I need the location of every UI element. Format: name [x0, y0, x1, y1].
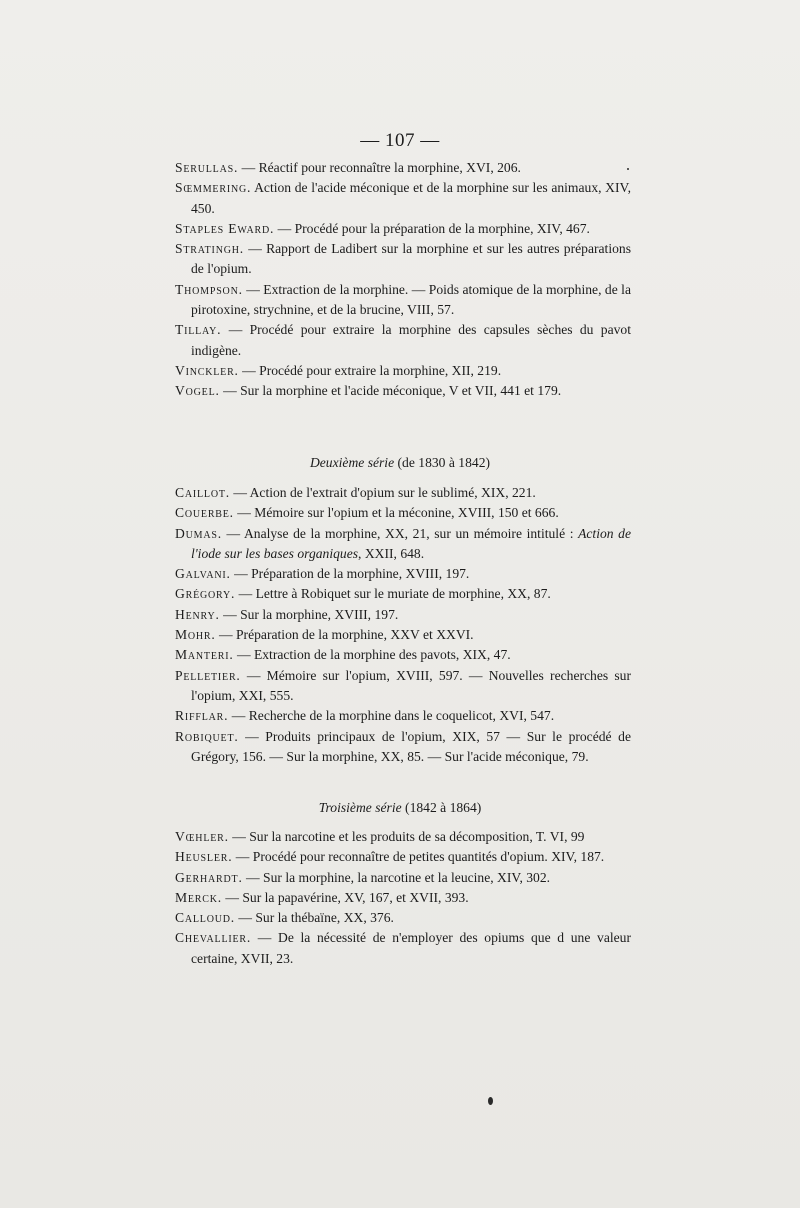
bibliography-entry: [175, 219, 631, 239]
entry-text: Action de l'acide méconique et de la morphine sur les animaux, XIV, 450.: [191, 180, 631, 216]
entry-text: — Lettre à Robiquet sur le muriate de morphine, XX, 87.: [235, 586, 551, 602]
author-name: Pelletier.: [175, 667, 241, 683]
bibliography-entry: [175, 524, 631, 565]
entry-text: — Rapport de Ladibert sur la morphine et sur les autres préparations de l'opium.: [191, 241, 631, 277]
bibliography-entry: [175, 381, 631, 401]
bibliography-entry: [175, 584, 631, 604]
author-name: Tillay.: [175, 322, 222, 338]
bibliography-entry: [175, 666, 631, 707]
entry-text: — Extraction de la morphine des pavots, XIX, 47.: [233, 647, 511, 663]
bibliography-entry: [175, 361, 631, 381]
bibliography-entry: [175, 564, 631, 584]
bibliography-entry: [175, 706, 631, 726]
author-name: Merck.: [175, 889, 222, 905]
author-name: Staples Eward.: [175, 220, 275, 236]
bibliography-entry: [175, 239, 631, 280]
entry-text: — Sur la papavérine, XV, 167, et XVII, 393.: [221, 889, 469, 905]
section-heading-second-series: [0, 455, 800, 471]
entry-text: — Sur la narcotine et les produits de sa décomposition, T. VI, 99: [228, 829, 585, 844]
section-heading-third-series: [0, 800, 800, 816]
bibliography-entry: [175, 178, 631, 219]
entry-text: — Sur la thébaïne, XX, 376.: [234, 910, 394, 926]
author-name: Rifflar.: [175, 708, 229, 724]
author-name: Serullas.: [175, 160, 239, 175]
bibliography-entry: [175, 320, 631, 361]
entry-text: — De la nécessité de n'employer des opiums que d une valeur certaine, XVII, 23.: [191, 930, 631, 966]
author-name: Thompson.: [175, 281, 243, 297]
entry-text: — Procédé pour extraire la morphine, XII, 219.: [238, 362, 502, 378]
entry-text: — Mémoire sur l'opium, XVIII, 597. — Nouvelles recherches sur l'opium, XXI, 555.: [191, 667, 631, 703]
bibliography-entry: [175, 868, 631, 888]
entry-text: — Procédé pour reconnaître de petites quantités d'opium. XIV, 187.: [232, 849, 605, 865]
entry-text: — Réactif pour reconnaître la morphine, XVI, 206.: [238, 160, 521, 175]
series-title: Deuxième série: [309, 455, 395, 470]
author-name: Gerhardt.: [175, 869, 243, 885]
entry-text: — Extraction de la morphine. — Poids atomique de la morphine, de la pirotoxine, strychnine, et de la brucine, VIII, 57.: [191, 281, 631, 318]
author-name: Vinckler.: [175, 362, 239, 378]
entry-text-tail: , XXII, 648.: [358, 545, 425, 561]
work-title: Action de l'iode sur les bases organiques: [191, 525, 631, 561]
bibliography-entry: [175, 908, 631, 928]
author-name: Vœhler.: [175, 829, 229, 844]
bibliography-entry: [175, 483, 631, 503]
bibliography-entry: [175, 727, 631, 768]
entry-text: — Analyse de la morphine, XX, 21, sur un mémoire intitulé :: [221, 525, 579, 541]
bibliography-entry: [175, 503, 631, 523]
author-name: Chevallier.: [175, 930, 252, 946]
section-third-series: [175, 827, 631, 969]
series-dates: (1842 à 1864): [405, 800, 482, 815]
bibliography-entry: [175, 827, 631, 847]
author-name: Stratingh.: [175, 241, 244, 257]
author-name: Dumas.: [175, 525, 222, 541]
entry-text: — Sur la morphine, XVIII, 197.: [219, 606, 399, 622]
author-name: Sœmmering.: [175, 180, 252, 196]
section-second-series: [175, 483, 631, 767]
entry-text: — Recherche de la morphine dans le coquelicot, XVI, 547.: [228, 708, 555, 724]
ink-speck: [627, 168, 629, 170]
bibliography-entry: [175, 645, 631, 665]
ink-speck: [488, 1097, 493, 1105]
entry-text: — Sur la morphine et l'acide méconique, V et VII, 441 et 179.: [219, 383, 562, 399]
entry-text: — Préparation de la morphine, XVIII, 197.: [230, 566, 470, 582]
entry-text: — Procédé pour la préparation de la morphine, XIV, 467.: [274, 220, 590, 236]
author-name: Couerbe.: [175, 505, 234, 521]
series-dates: (de 1830 à 1842): [397, 455, 491, 470]
entry-text: — Préparation de la morphine, XXV et XXVI.: [215, 627, 474, 643]
bibliography-entry: [175, 888, 631, 908]
entry-text: — Action de l'extrait d'opium sur le sublimé, XIX, 221.: [229, 485, 536, 500]
entry-text: — Procédé pour extraire la morphine des capsules sèches du pavot indigène.: [191, 322, 631, 358]
entry-text: — Mémoire sur l'opium et la méconine, XVIII, 150 et 666.: [233, 505, 559, 521]
author-name: Robiquet.: [175, 728, 239, 744]
entry-text: — Produits principaux de l'opium, XIX, 57 — Sur le procédé de Grégory, 156. — Sur la morphine, XX, 85. — Sur l'acide méconique, 79.: [191, 728, 631, 764]
bibliography-entry: [175, 625, 631, 645]
section-first-series: [175, 158, 631, 402]
author-name: Mohr.: [175, 627, 216, 643]
bibliography-entry: [175, 847, 631, 867]
author-name: Henry.: [175, 606, 220, 622]
bibliography-entry: [175, 280, 631, 321]
author-name: Manteri.: [175, 647, 234, 663]
entry-text: — Sur la morphine, la narcotine et la leucine, XIV, 302.: [242, 869, 551, 885]
author-name: Galvani.: [175, 566, 231, 582]
author-name: Heusler.: [175, 849, 233, 865]
bibliography-entry: [175, 605, 631, 625]
author-name: Caillot.: [175, 485, 230, 500]
series-title: Troisième série: [318, 800, 402, 815]
bibliography-entry: [175, 158, 631, 178]
author-name: Grégory.: [175, 586, 236, 602]
bibliography-entry: [175, 928, 631, 969]
page-number: — 107 —: [360, 130, 440, 151]
author-name: Calloud.: [175, 910, 235, 926]
author-name: Vogel.: [175, 383, 220, 399]
